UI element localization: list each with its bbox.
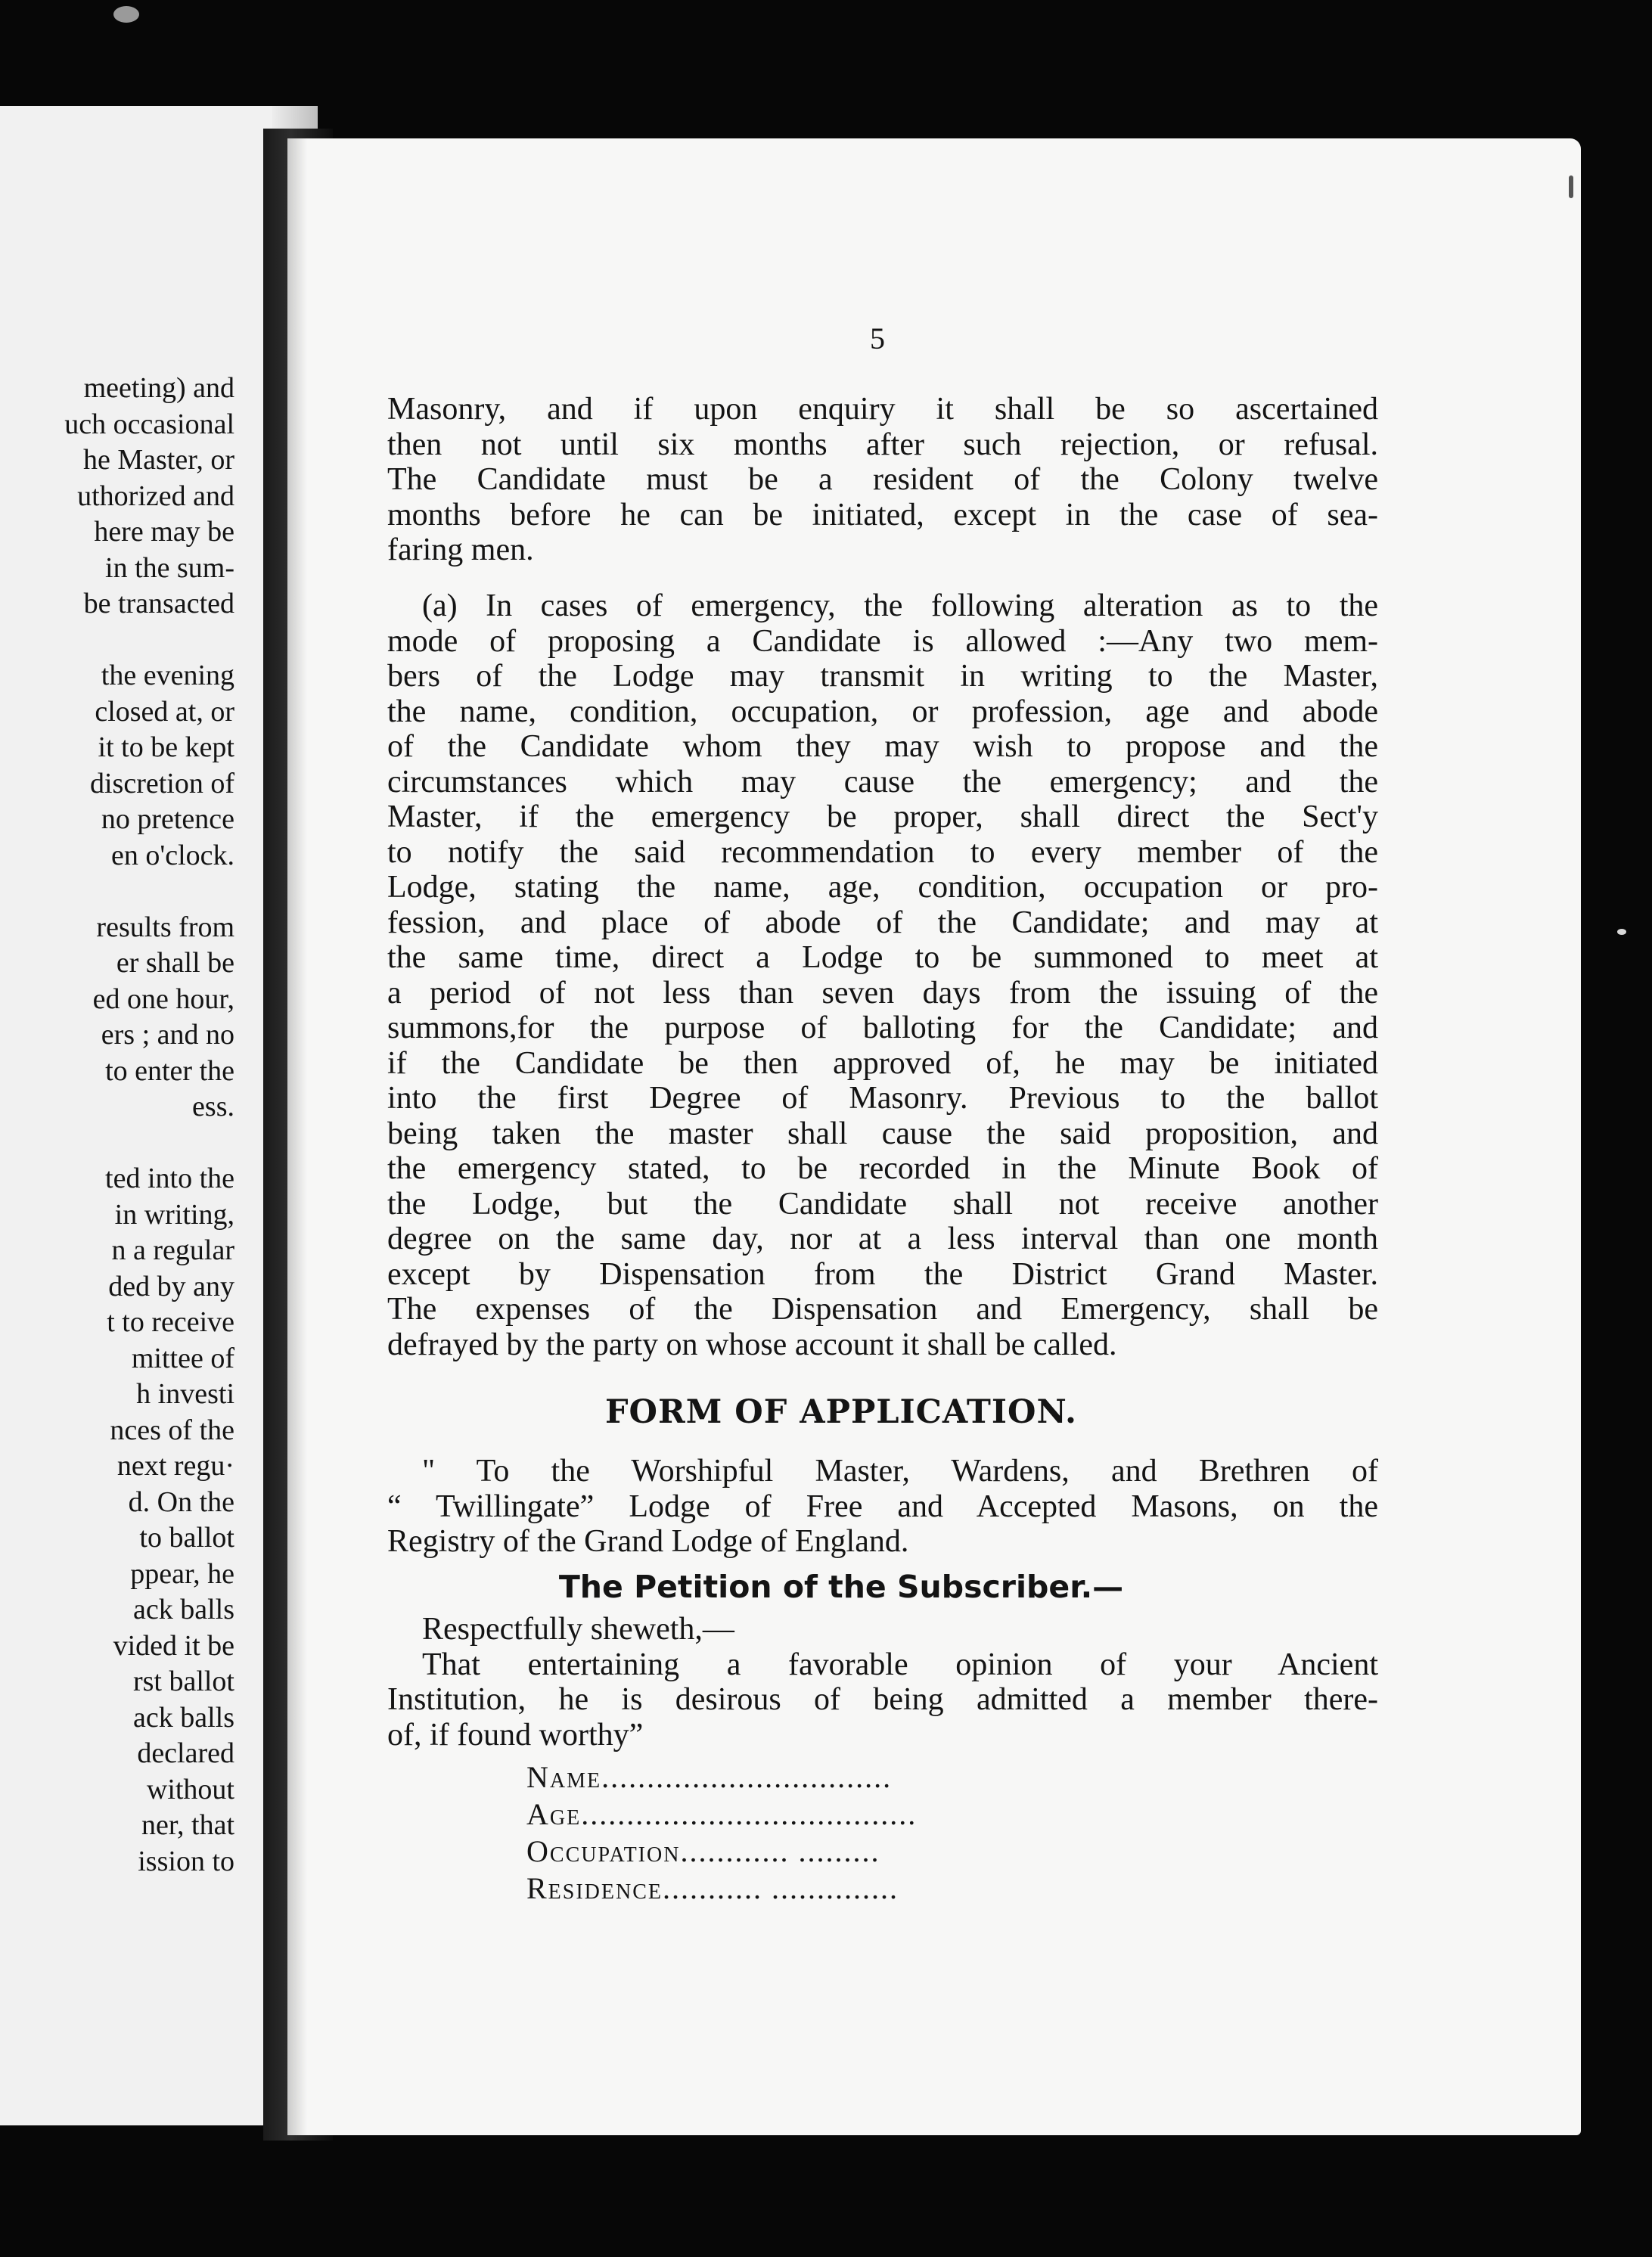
previous-page-line: closed at, or bbox=[95, 695, 234, 728]
previous-page-line: the evening bbox=[101, 660, 234, 691]
previous-page-line: n a regular bbox=[111, 1234, 234, 1266]
fill-in-dots: ..................................... bbox=[581, 1797, 918, 1831]
text-line: fession, and place of abode of the Candidate; and may at bbox=[387, 905, 1378, 940]
field-label: Name bbox=[526, 1760, 602, 1794]
previous-page-line: discretion of bbox=[89, 767, 234, 799]
previous-page-line: here may be bbox=[94, 516, 234, 548]
field-label: Age bbox=[526, 1797, 582, 1831]
previous-page-line: uch occasional bbox=[64, 408, 234, 440]
text-line: faring men. bbox=[387, 532, 534, 567]
previous-page-line: he Master, or bbox=[82, 444, 234, 476]
text-line: “ Twillingate” Lodge of Free and Accepted Masons, on the bbox=[387, 1489, 1378, 1524]
previous-page-line: ission to bbox=[138, 1845, 234, 1877]
text-line: Respectfully sheweth,— bbox=[422, 1612, 734, 1647]
text-line: except by Dispensation from the District Grand Master. bbox=[387, 1256, 1378, 1292]
paper-speck bbox=[113, 6, 139, 23]
application-fields bbox=[526, 1759, 917, 1907]
occupation-field bbox=[526, 1833, 917, 1870]
previous-page-line bbox=[0, 874, 234, 910]
text-line: circumstances which may cause the emergency; and the bbox=[387, 764, 1378, 799]
fill-in-dots: ................................ bbox=[601, 1760, 893, 1794]
previous-page-line: declared bbox=[137, 1737, 234, 1769]
previous-page-line: ack balls bbox=[132, 1701, 234, 1734]
previous-page-line: to ballot bbox=[139, 1522, 234, 1554]
text-line: the Lodge, but the Candidate shall not receive another bbox=[387, 1186, 1378, 1222]
text-line: months before he can be initiated, except in the case of sea- bbox=[387, 497, 1378, 532]
text-line: then not until six months after such rejection, or refusal. bbox=[387, 427, 1378, 462]
previous-page-line: it to be kept bbox=[98, 731, 234, 763]
previous-page-line: ack balls bbox=[132, 1594, 234, 1625]
text-line: summons,for the purpose of balloting for the Candidate; and bbox=[387, 1011, 1378, 1045]
previous-page-line: vided it be bbox=[113, 1629, 234, 1662]
previous-page-line: h investi bbox=[136, 1378, 234, 1410]
form-heading: FORM OF APPLICATION. bbox=[605, 1393, 1077, 1431]
text-line: into the first Degree of Masonry. Previous to the ballot bbox=[387, 1081, 1378, 1116]
text-line: defrayed by the party on whose account it shall be called. bbox=[387, 1327, 1117, 1362]
text-line: to notify the said recommendation to every member of the bbox=[387, 834, 1378, 870]
previous-page-line: ded by any bbox=[108, 1270, 234, 1302]
previous-page-line: be transacted bbox=[83, 588, 234, 619]
text-line: if the Candidate be then approved of, he may be initiated bbox=[387, 1045, 1378, 1081]
previous-page-line: mittee of bbox=[131, 1342, 234, 1374]
text-line: Institution, he is desirous of being admitted a member there- bbox=[387, 1682, 1378, 1717]
text-line: " To the Worshipful Master, Wardens, and Brethren of bbox=[422, 1454, 1378, 1489]
text-line: (a) In cases of emergency, the following alteration as to the bbox=[422, 588, 1378, 623]
previous-page-line: ed one hour, bbox=[92, 983, 234, 1015]
name-field bbox=[526, 1759, 917, 1796]
text-line: Lodge, stating the name, age, condition, occupation or pro- bbox=[387, 870, 1378, 905]
page-number: 5 bbox=[870, 321, 885, 355]
text-line: the name, condition, occupation, or profession, age and abode bbox=[387, 694, 1378, 729]
petition-heading: The Petition of the Subscriber.— bbox=[558, 1569, 1124, 1605]
previous-page-line bbox=[0, 622, 234, 659]
previous-page-line: nces of the bbox=[110, 1414, 234, 1446]
text-line: the emergency stated, to be recorded in the Minute Book of bbox=[387, 1151, 1378, 1186]
paper-speck bbox=[1569, 175, 1573, 198]
fill-in-dots: ........... .............. bbox=[663, 1871, 899, 1905]
text-line: That entertaining a favorable opinion of your Ancient bbox=[422, 1647, 1378, 1682]
previous-page-line: without bbox=[146, 1773, 234, 1805]
address-block bbox=[387, 1454, 1378, 1560]
previous-page-line: to enter the bbox=[105, 1054, 234, 1087]
text-line: The expenses of the Dispensation and Emergency, shall be bbox=[387, 1292, 1378, 1327]
paper-speck bbox=[1617, 929, 1626, 935]
previous-page-line: ted into the bbox=[105, 1163, 234, 1194]
text-line: mode of proposing a Candidate is allowed :—Any two mem- bbox=[387, 623, 1378, 659]
previous-page-line: no pretence bbox=[101, 803, 234, 835]
text-line: Master, if the emergency be proper, shall direct the Sect'y bbox=[387, 799, 1378, 834]
previous-page-line: ers ; and no bbox=[101, 1019, 234, 1051]
previous-page-line: meeting) and bbox=[83, 372, 234, 404]
field-label: Residence bbox=[526, 1871, 663, 1905]
previous-page-line: in writing, bbox=[114, 1198, 234, 1231]
field-label: Occupation bbox=[526, 1834, 681, 1868]
fill-in-dots: ............ ......... bbox=[680, 1834, 880, 1868]
previous-page-line: er shall be bbox=[116, 947, 234, 979]
previous-page-line: results from bbox=[96, 911, 234, 943]
text-line: of, if found worthy” bbox=[387, 1717, 644, 1753]
previous-page-text bbox=[0, 371, 234, 1880]
text-line: the same time, direct a Lodge to be summoned to meet at bbox=[387, 940, 1378, 975]
previous-page-line: t to receive bbox=[107, 1306, 234, 1338]
text-line: degree on the same day, nor at a less interval than one month bbox=[387, 1222, 1378, 1256]
text-line: a period of not less than seven days from the issuing of the bbox=[387, 975, 1378, 1011]
text-line: bers of the Lodge may transmit in writing to the Master, bbox=[387, 659, 1378, 694]
previous-page-line: rst ballot bbox=[132, 1666, 234, 1697]
previous-page-line: ppear, he bbox=[130, 1557, 234, 1590]
residence-field bbox=[526, 1870, 917, 1907]
text-line: The Candidate must be a resident of the Colony twelve bbox=[387, 462, 1378, 497]
previous-page-line: d. On the bbox=[128, 1486, 234, 1518]
age-field bbox=[526, 1796, 917, 1833]
previous-page-line: ner, that bbox=[141, 1809, 234, 1841]
petition-block bbox=[387, 1612, 1378, 1753]
previous-page-line: next regu· bbox=[116, 1450, 234, 1482]
previous-page-line: en o'clock. bbox=[110, 839, 234, 871]
text-line: being taken the master shall cause the said proposition, and bbox=[387, 1116, 1378, 1151]
previous-page-line bbox=[0, 1125, 234, 1162]
previous-page-line: in the sum- bbox=[105, 551, 234, 584]
paragraph-emergency bbox=[387, 588, 1378, 1362]
page-edge-shadow bbox=[287, 138, 307, 2135]
paragraph-continuation bbox=[387, 392, 1378, 568]
text-line: Masonry, and if upon enquiry it shall be so ascertained bbox=[387, 392, 1378, 427]
previous-page-line: ess. bbox=[192, 1091, 234, 1122]
previous-page-line: uthorized and bbox=[77, 480, 234, 512]
text-line: of the Candidate whom they may wish to propose and the bbox=[387, 729, 1378, 764]
text-line: Registry of the Grand Lodge of England. bbox=[387, 1524, 909, 1559]
